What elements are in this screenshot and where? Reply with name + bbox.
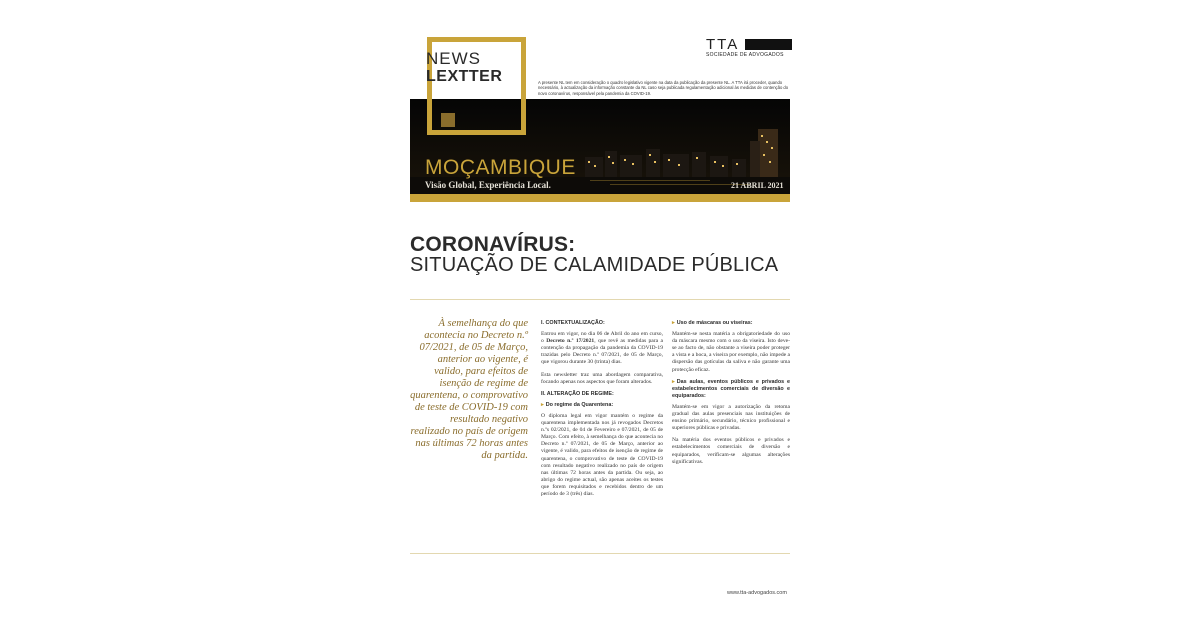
column-right	[672, 320, 790, 471]
paragraph: Na matéria dos eventos públicos e privados e estabelecimentos comerciais de diversão e equiparados, verificam-se algumas alterações significativas.	[672, 437, 790, 465]
brand-logo	[706, 36, 792, 53]
intro-text: A presente NL tem em consideração o quadro legislativo vigente na data da publicação da presente NL. A TTA irá proceder, quando necessário, à actualização da informação constante da NL caso seja publicada regulamentação adicional às medidas de contenção do novo coronavírus, responsável pela pandemia da COVID-19.	[538, 80, 789, 96]
brand-bar	[745, 39, 792, 50]
tagline: Visão Global, Experiência Local.	[425, 180, 551, 190]
newsletter-logo	[426, 50, 502, 85]
bullet-icon: ▸	[672, 378, 675, 385]
logo-square	[441, 113, 455, 127]
section-heading-regime: II. ALTERAÇÃO DE REGIME:	[541, 390, 614, 397]
article-subtitle: SITUAÇÃO DE CALAMIDADE PÚBLICA	[410, 254, 779, 276]
paragraph: Esta newsletter traz uma abordagem comparativa, focando apenas nos aspectos que foram alterados.	[541, 371, 663, 385]
subheading-classes-events: ▸ Das aulas, eventos públicos e privados e estabelecimentos comerciais de diversão e equiparados:	[672, 378, 790, 399]
bullet-icon: ▸	[541, 401, 544, 408]
country-title: MOÇAMBIQUE	[425, 156, 576, 179]
logo-lexter: LEXTTER	[426, 68, 503, 85]
section-heading-context: I. CONTEXTUALIZAÇÃO:	[541, 320, 605, 326]
column-middle	[541, 320, 663, 503]
website-link[interactable]: www.tta-advogados.com	[727, 590, 787, 596]
logo-news: NEWS	[426, 49, 481, 68]
brand-subtitle: SOCIEDADE DE ADVOGADOS	[706, 52, 784, 58]
subheading-quarantine: ▸ Do regime da Quarentena:	[541, 401, 614, 408]
gold-strip	[410, 194, 790, 202]
divider-bottom	[410, 553, 790, 554]
article-title: CORONAVÍRUS:	[410, 233, 576, 256]
subheading-masks: ▸ Uso de máscaras ou viseiras:	[672, 320, 753, 326]
issue-date: 21 ABRIL 2021	[731, 181, 784, 190]
paragraph: Mantém-se em vigor a autorização da retoma gradual das aulas presenciais nas instituições de ensino primário, secundário, técnico profissional e superiores públicas e privadas.	[672, 403, 790, 432]
divider-top	[410, 299, 790, 300]
pull-quote: À semelhança do que acontecia no Decreto n.º 07/2021, de 05 de Março, anterior ao vigente, é valido, para efeitos de isenção de regime de quarentena, o comprovativo de teste de COVID-19 com resultado negativo realizado no país de origem nas últimas 72 horas antes da partida.	[410, 318, 528, 461]
brand-name: TTA	[706, 36, 740, 53]
paragraph: O diploma legal em vigor mantém o regime da quarentena implementada nos já revogados Decretos n.ºs 02/2021, de 04 de Fevereiro e 07/2021, de 05 de Março. Com efeito, à semelhança do que acontecia no Decreto n.º 07/2021, de 05 de Março, anterior ao vigente, é valido, para efeitos de isenção de regime de quarentena, o comprovativo de teste de COVID-19 com resultado negativo realizado no país de origem nas últimas 72 horas antes da partida. Ou seja, ao abrigo do regime actual, são apenas aceites os testes que forem requisitados e recebidos dentro de um período de 3 (três) dias.	[541, 412, 663, 497]
bullet-icon: ▸	[672, 320, 675, 326]
paragraph: Entrou em vigor, no dia 06 de Abril do ano em curso, o Decreto n.º 17/2021, que revê as medidas para a contenção da propagação da pandemia da COVID-19 trazidas pelo Decreto n.º 07/2021, de 05 de Março, que vigorou durante 30 (trinta) dias.	[541, 331, 663, 366]
paragraph: Mantém-se nesta matéria a obrigatoriedade do uso da máscara mesmo com o uso da viseira. Isto deve-se ao facto de, não obstante a viseira poder proteger a vista e a boca, a viseira por exemplo, não impede a dispersão das gotículas da saliva e não garante uma protecção eficaz.	[672, 331, 790, 373]
